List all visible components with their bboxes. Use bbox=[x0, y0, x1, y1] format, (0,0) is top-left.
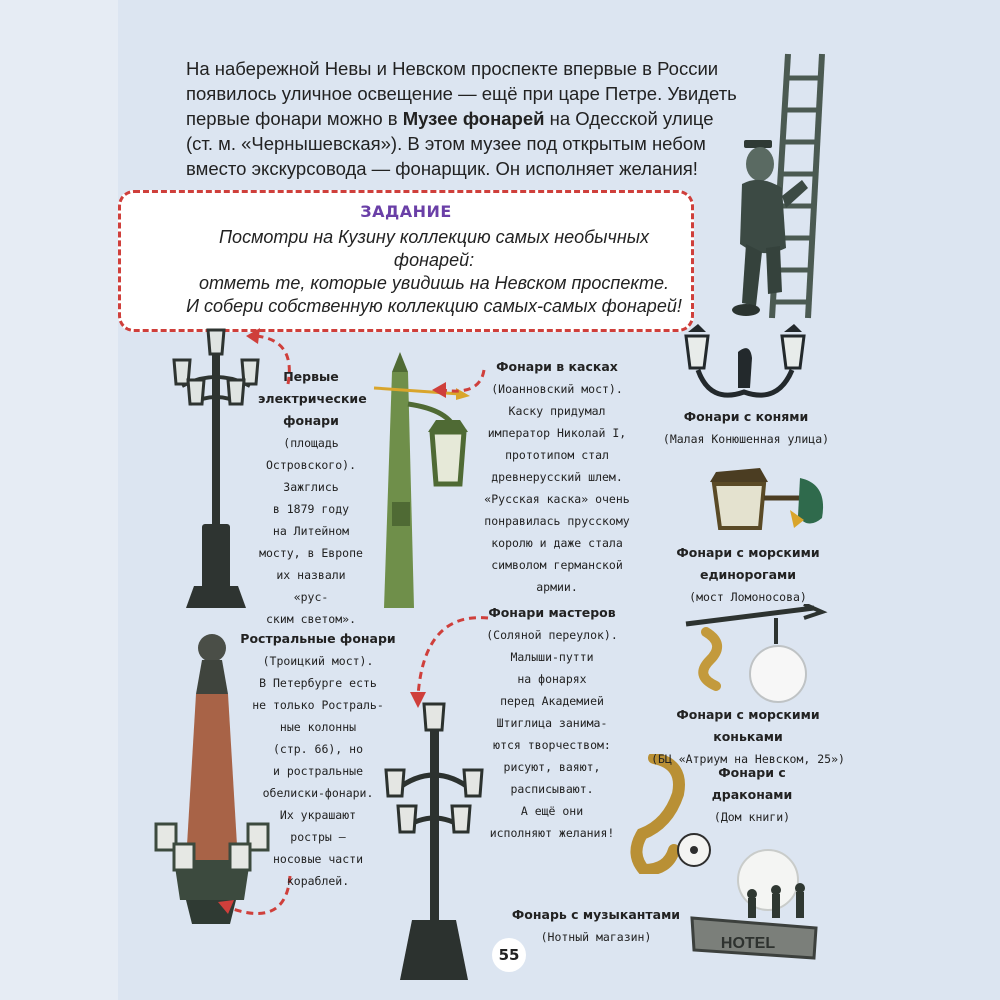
task-line: отметь те, которые увидишь на Невском проспекте. bbox=[198, 273, 670, 293]
caption-musicians: Фонарь с музыкантами (Нотный магазин) bbox=[506, 904, 686, 948]
museum-name: Музее фонарей bbox=[402, 108, 545, 129]
caption-electric: Первые электрические фонари (площадь Островского). Зажглись в 1879 году на Литейном мосту, в Европе их назвали «рус- ским светом». bbox=[258, 366, 364, 630]
page-number: 55 bbox=[492, 938, 526, 972]
intro-line: На набережной Невы и Невском проспекте впервые в России bbox=[186, 58, 719, 79]
horse-lamp-image bbox=[680, 322, 810, 408]
intro-paragraph bbox=[186, 56, 756, 181]
caption-rostral: Ростральные фонари (Троицкий мост). В Петербурге есть не только Ростраль- ные колонны (стр. 66), но и ростральные обелиски-фонари. Их украшают ростры — носовые части кораблей. bbox=[238, 628, 398, 892]
unicorn-lamp-image bbox=[704, 458, 834, 542]
lamplighter-statue-image bbox=[722, 48, 832, 328]
caption-horses: Фонари с конями (Малая Конюшенная улица) bbox=[648, 406, 844, 450]
caption-seahorses: Фонари с морскими коньками (БЦ «Атриум на Невском, 25») bbox=[640, 704, 856, 770]
caption-title: Фонари с драконами bbox=[711, 765, 793, 802]
caption-title: Первые электрические фонари bbox=[258, 369, 367, 428]
task-title: ЗАДАНИЕ bbox=[360, 202, 452, 221]
caption-title: Фонари с морскими единорогами bbox=[676, 545, 820, 582]
intro-line: появилось уличное освещение — ещё при царе Петре. Увидеть bbox=[186, 83, 737, 104]
seahorse-lamp-image bbox=[676, 604, 836, 710]
caption-dragons: Фонари с драконами (Дом книги) bbox=[700, 762, 804, 828]
caption-title: Фонари с морскими коньками bbox=[676, 707, 820, 744]
caption-title: Фонари с конями bbox=[683, 409, 809, 424]
page-margin bbox=[0, 0, 118, 1000]
caption-title: Фонарь с музыкантами bbox=[511, 907, 681, 922]
task-box bbox=[118, 190, 694, 332]
intro-line: вместо экскурсовода — фонарщик. Он исполняет желания! bbox=[186, 158, 698, 179]
intro-line: первые фонари можно в Музее фонарей на Одесской улице bbox=[186, 108, 714, 129]
caption-helmets: Фонари в касках (Иоанновский мост). Каску придумал император Николай I, прототипом стал древнерусский шлем. «Русская каска» очень понравилась прусскому королю и даже стала символом германской армии. bbox=[474, 356, 640, 598]
caption-title: Ростральные фонари bbox=[240, 631, 396, 646]
hotel-sign-text: HOTEL bbox=[720, 935, 776, 952]
task-line: Посмотри на Кузину коллекцию самых необычных фонарей: bbox=[219, 227, 649, 270]
caption-masters: Фонари мастеров (Соляной переулок). Малыши-путти на фонарях перед Академией Штиглица занима- ются творчеством: рисуют, ваяют, расписывают. А ещё они исполняют желания! bbox=[472, 602, 632, 844]
intro-line: (ст. м. «Чернышевская»). В этом музее под открытым небом bbox=[186, 133, 706, 154]
caption-title: Фонари мастеров bbox=[488, 605, 616, 620]
caption-unicorns: Фонари с морскими единорогами (мост Ломоносова) bbox=[660, 542, 836, 608]
task-text bbox=[177, 226, 691, 318]
caption-title: Фонари в касках bbox=[496, 359, 618, 374]
musicians-lamp-image bbox=[688, 836, 832, 968]
task-line: И собери собственную коллекцию самых-самых фонарей! bbox=[186, 296, 682, 316]
